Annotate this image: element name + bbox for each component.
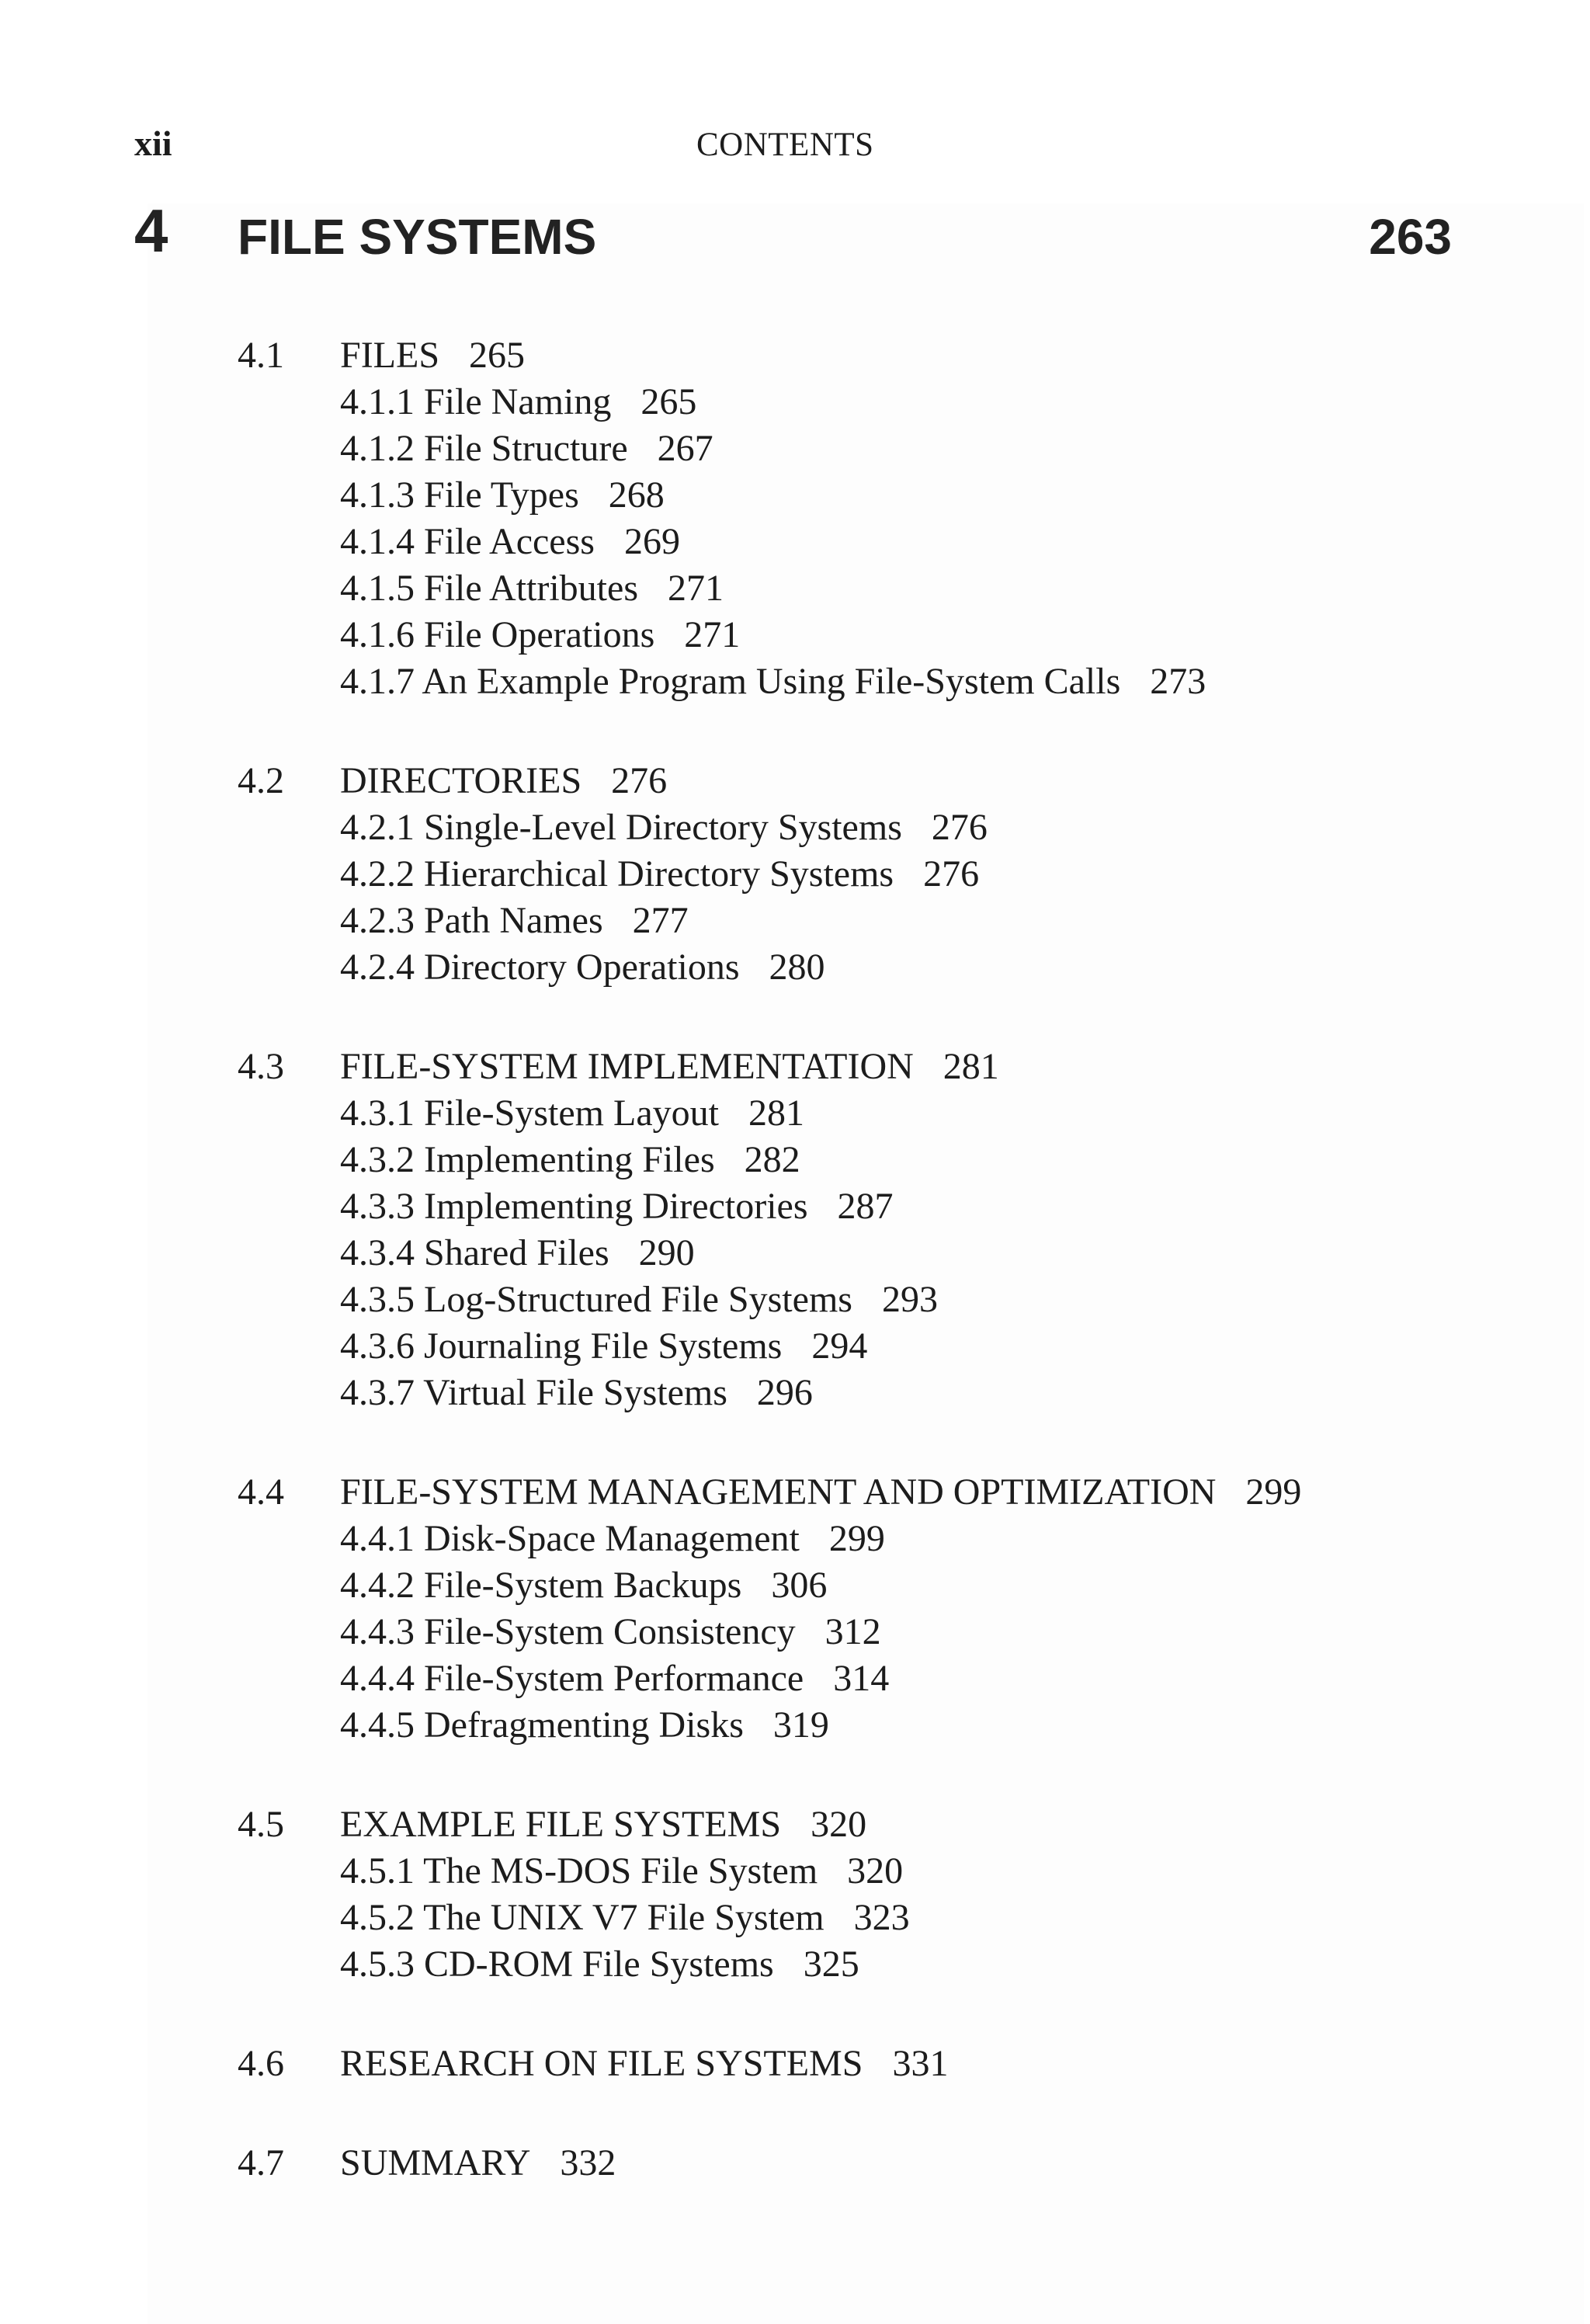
chapter-page-number: 263	[1369, 209, 1452, 265]
toc-subsection-row	[0, 1848, 1590, 1895]
subsection-entry	[340, 898, 689, 944]
section-title-entry	[340, 332, 525, 379]
section-title-entry	[340, 1044, 999, 1090]
subsection-entry	[340, 1609, 881, 1655]
subsection-title: 4.3.1 File-System Layout	[340, 1093, 719, 1134]
subsection-title: 4.5.1 The MS-DOS File System	[340, 1850, 818, 1892]
section-title-entry	[340, 1801, 866, 1848]
section-title-entry	[340, 2041, 948, 2087]
subsection-title: 4.3.7 Virtual File Systems	[340, 1372, 727, 1413]
subsection-page-number: 306	[771, 1565, 828, 1606]
section-title: SUMMARY	[340, 2142, 531, 2183]
subsection-page-number: 312	[825, 1611, 881, 1652]
subsection-title: 4.4.5 Defragmenting Disks	[340, 1704, 744, 1746]
subsection-entry	[340, 1090, 804, 1137]
section-title-entry	[340, 758, 667, 804]
toc-section	[0, 758, 1590, 991]
toc-subsection-row	[0, 1090, 1590, 1137]
subsection-title: 4.4.1 Disk-Space Management	[340, 1518, 800, 1559]
toc-subsection-row	[0, 1516, 1590, 1562]
subsection-title: 4.3.5 Log-Structured File Systems	[340, 1279, 852, 1320]
subsection-page-number: 320	[847, 1850, 904, 1892]
section-page-number: 331	[892, 2043, 949, 2084]
subsection-page-number: 265	[641, 381, 697, 422]
chapter-heading	[0, 196, 1590, 266]
section-page-number: 332	[560, 2142, 616, 2183]
toc-section-row	[0, 2140, 1590, 2187]
subsection-page-number: 282	[744, 1139, 800, 1180]
subsection-entry	[340, 426, 713, 472]
subsection-entry	[340, 1941, 859, 1988]
toc-section-row	[0, 758, 1590, 804]
toc-subsection-row	[0, 1702, 1590, 1749]
section-page-number: 281	[943, 1046, 999, 1087]
chapter-title: FILE SYSTEMS	[238, 209, 597, 265]
subsection-entry	[340, 804, 988, 851]
subsection-page-number: 271	[684, 614, 741, 655]
section-page-number: 265	[469, 335, 526, 376]
subsection-title: 4.3.2 Implementing Files	[340, 1139, 715, 1180]
section-page-number: 276	[611, 760, 668, 801]
section-number: 4.1	[238, 335, 284, 376]
toc-subsection-row	[0, 1655, 1590, 1702]
subsection-entry	[340, 379, 696, 426]
toc-subsection-row	[0, 1183, 1590, 1230]
toc-section-row	[0, 332, 1590, 379]
toc-section	[0, 2041, 1590, 2087]
toc-section	[0, 1801, 1590, 1988]
subsection-title: 4.1.3 File Types	[340, 474, 579, 516]
subsection-page-number: 290	[638, 1232, 695, 1273]
section-number: 4.7	[238, 2142, 284, 2183]
subsection-title: 4.4.2 File-System Backups	[340, 1565, 742, 1606]
toc-subsection-row	[0, 1323, 1590, 1370]
toc-section	[0, 2140, 1590, 2187]
subsection-entry	[340, 1323, 867, 1370]
subsection-title: 4.1.1 File Naming	[340, 381, 612, 422]
page-folio: xii	[134, 123, 172, 163]
chapter-number: 4	[134, 196, 168, 265]
subsection-page-number: 314	[833, 1658, 890, 1699]
section-title: FILE-SYSTEM MANAGEMENT AND OPTIMIZATION	[340, 1471, 1217, 1513]
subsection-title: 4.3.4 Shared Files	[340, 1232, 609, 1273]
toc-subsection-row	[0, 898, 1590, 944]
subsection-entry	[340, 565, 724, 612]
toc-subsection-row	[0, 944, 1590, 991]
subsection-page-number: 271	[668, 568, 724, 609]
section-number: 4.2	[238, 760, 284, 801]
subsection-entry	[340, 1516, 885, 1562]
subsection-title: 4.1.2 File Structure	[340, 428, 628, 469]
subsection-entry	[340, 519, 680, 565]
toc-subsection-row	[0, 472, 1590, 519]
subsection-page-number: 287	[837, 1186, 894, 1227]
subsection-page-number: 299	[828, 1518, 885, 1559]
toc-subsection-row	[0, 519, 1590, 565]
toc-section-row	[0, 1469, 1590, 1516]
toc-section	[0, 1044, 1590, 1416]
subsection-entry	[340, 1702, 829, 1749]
subsection-title: 4.2.1 Single-Level Directory Systems	[340, 807, 902, 848]
subsection-title: 4.3.3 Implementing Directories	[340, 1186, 808, 1227]
subsection-page-number: 293	[881, 1279, 938, 1320]
toc-subsection-row	[0, 1609, 1590, 1655]
toc-section-row	[0, 1044, 1590, 1090]
section-title: EXAMPLE FILE SYSTEMS	[340, 1804, 782, 1845]
running-head	[0, 120, 1590, 167]
toc-subsection-row	[0, 851, 1590, 898]
toc-subsection-row	[0, 1562, 1590, 1609]
subsection-page-number: 294	[811, 1325, 868, 1367]
toc-subsection-row	[0, 379, 1590, 426]
subsection-page-number: 277	[632, 900, 689, 941]
subsection-entry	[340, 1137, 800, 1183]
subsection-page-number: 268	[608, 474, 665, 516]
subsection-page-number: 325	[803, 1944, 859, 1985]
subsection-page-number: 273	[1150, 661, 1206, 702]
section-number: 4.6	[238, 2043, 284, 2084]
subsection-entry	[340, 1183, 894, 1230]
subsection-entry	[340, 1230, 695, 1277]
subsection-page-number: 276	[923, 853, 980, 895]
toc-subsection-row	[0, 1895, 1590, 1941]
subsection-title: 4.5.3 CD-ROM File Systems	[340, 1944, 774, 1985]
subsection-entry	[340, 944, 825, 991]
section-title: RESEARCH ON FILE SYSTEMS	[340, 2043, 863, 2084]
toc-subsection-row	[0, 1230, 1590, 1277]
toc-subsection-row	[0, 565, 1590, 612]
subsection-entry	[340, 658, 1206, 705]
toc-subsection-row	[0, 612, 1590, 658]
subsection-title: 4.1.4 File Access	[340, 521, 595, 562]
toc-subsection-row	[0, 1370, 1590, 1416]
subsection-page-number: 319	[772, 1704, 829, 1746]
subsection-page-number: 323	[853, 1897, 910, 1938]
subsection-title: 4.1.5 File Attributes	[340, 568, 638, 609]
running-title: CONTENTS	[696, 127, 874, 163]
subsection-title: 4.2.2 Hierarchical Directory Systems	[340, 853, 894, 895]
subsection-title: 4.2.3 Path Names	[340, 900, 603, 941]
subsection-page-number: 281	[748, 1093, 804, 1134]
subsection-title: 4.1.7 An Example Program Using File-System Calls	[340, 661, 1121, 702]
subsection-entry	[340, 472, 665, 519]
section-title: FILES	[340, 335, 440, 376]
subsection-title: 4.4.3 File-System Consistency	[340, 1611, 796, 1652]
subsection-title: 4.2.4 Directory Operations	[340, 947, 740, 988]
subsection-entry	[340, 1277, 938, 1323]
subsection-page-number: 276	[931, 807, 988, 848]
subsection-entry	[340, 851, 979, 898]
subsection-entry	[340, 1848, 903, 1895]
section-title: FILE-SYSTEM IMPLEMENTATION	[340, 1046, 914, 1087]
subsection-title: 4.3.6 Journaling File Systems	[340, 1325, 783, 1367]
subsection-title: 4.1.6 File Operations	[340, 614, 655, 655]
subsection-entry	[340, 1895, 910, 1941]
toc-subsection-row	[0, 1941, 1590, 1988]
toc-section-row	[0, 2041, 1590, 2087]
section-title-entry	[340, 2140, 616, 2187]
toc-subsection-row	[0, 804, 1590, 851]
subsection-title: 4.5.2 The UNIX V7 File System	[340, 1897, 825, 1938]
subsection-page-number: 269	[623, 521, 680, 562]
toc-subsection-row	[0, 658, 1590, 705]
toc-section-row	[0, 1801, 1590, 1848]
section-number: 4.5	[238, 1804, 284, 1845]
toc-subsection-row	[0, 426, 1590, 472]
section-title-entry	[340, 1469, 1301, 1516]
subsection-page-number: 267	[657, 428, 713, 469]
section-title: DIRECTORIES	[340, 760, 582, 801]
toc-subsection-row	[0, 1137, 1590, 1183]
toc-subsection-row	[0, 1277, 1590, 1323]
section-page-number: 320	[811, 1804, 867, 1845]
subsection-entry	[340, 1370, 813, 1416]
subsection-page-number: 280	[769, 947, 825, 988]
subsection-entry	[340, 1562, 827, 1609]
subsection-entry	[340, 612, 740, 658]
subsection-title: 4.4.4 File-System Performance	[340, 1658, 804, 1699]
toc-section	[0, 1469, 1590, 1749]
subsection-entry	[340, 1655, 889, 1702]
table-of-contents	[0, 332, 1590, 2239]
section-number: 4.3	[238, 1046, 284, 1087]
section-page-number: 299	[1245, 1471, 1302, 1513]
section-number: 4.4	[238, 1471, 284, 1513]
toc-section	[0, 332, 1590, 705]
subsection-page-number: 296	[756, 1372, 813, 1413]
